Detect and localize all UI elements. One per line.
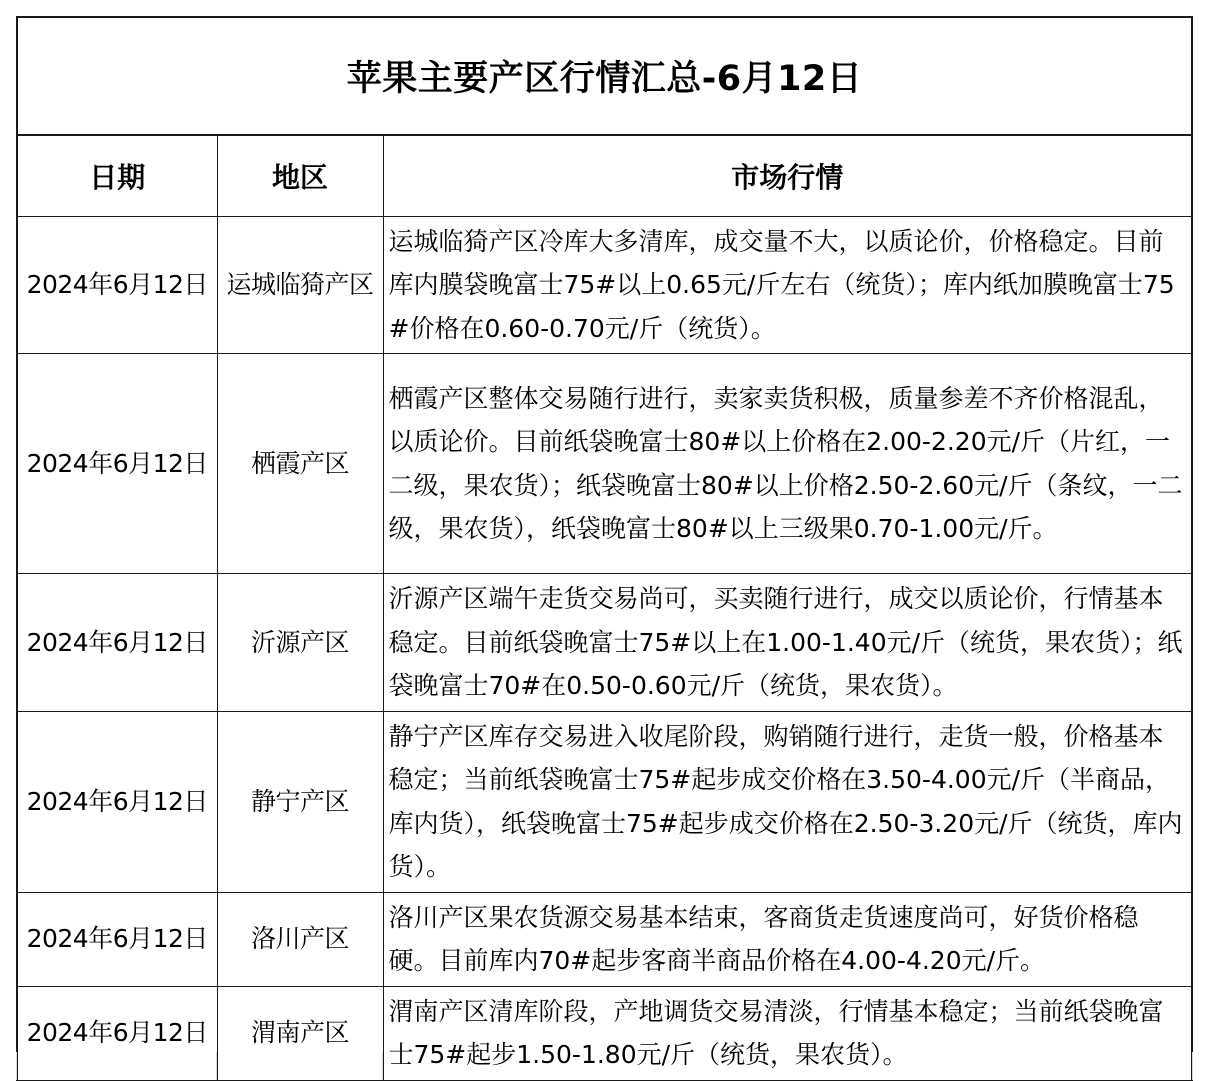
date-cell[interactable]: 2024年6月12日	[18, 354, 217, 574]
header-region[interactable]: 地区	[217, 136, 383, 216]
market-table	[18, 136, 1191, 1081]
table-row	[18, 216, 1191, 354]
date-cell[interactable]: 2024年6月12日	[18, 711, 217, 892]
market-cell[interactable]: 栖霞产区整体交易随行进行，卖家卖货积极，质量参差不齐价格混乱，以质论价。目前纸袋晚富士80#以上价格在2.00-2.20元/斤（片红，一二级，果农货）；纸袋晚富士80#以上价格2.50-2.60元/斤（条纹，一二级，果农货），纸袋晚富士80#以上三级果0.70-1.00元/斤。	[383, 354, 1191, 574]
market-cell[interactable]: 静宁产区库存交易进入收尾阶段，购销随行进行，走货一般，价格基本稳定；当前纸袋晚富士75#起步成交价格在3.50-4.00元/斤（半商品，库内货），纸袋晚富士75#起步成交价格在2.50-3.20元/斤（统货，库内货）。	[383, 711, 1191, 892]
region-cell[interactable]: 洛川产区	[217, 892, 383, 986]
date-cell[interactable]: 2024年6月12日	[18, 892, 217, 986]
market-cell[interactable]: 洛川产区果农货源交易基本结束，客商货走货速度尚可，好货价格稳硬。目前库内70#起步客商半商品价格在4.00-4.20元/斤。	[383, 892, 1191, 986]
title-cell[interactable]	[18, 18, 1191, 136]
date-cell[interactable]: 2024年6月12日	[18, 986, 217, 1080]
table-row	[18, 711, 1191, 892]
table-row	[18, 892, 1191, 986]
region-cell[interactable]: 运城临猗产区	[217, 216, 383, 354]
gridline	[382, 1052, 383, 1080]
market-cell[interactable]: 渭南产区清库阶段，产地调货交易清淡，行情基本稳定；当前纸袋晚富士75#起步1.50-1.80元/斤（统货，果农货）。	[383, 986, 1191, 1080]
empty-grid-area	[16, 1052, 1193, 1080]
price-summary-sheet	[16, 16, 1193, 1081]
header-market[interactable]: 市场行情	[383, 136, 1191, 216]
region-cell[interactable]: 栖霞产区	[217, 354, 383, 574]
sheet-title: 苹果主要产区行情汇总-6月12日	[346, 59, 863, 99]
date-cell[interactable]: 2024年6月12日	[18, 216, 217, 354]
header-row	[18, 136, 1191, 216]
region-cell[interactable]: 沂源产区	[217, 574, 383, 712]
region-cell[interactable]: 渭南产区	[217, 986, 383, 1080]
market-cell[interactable]: 沂源产区端午走货交易尚可，买卖随行进行，成交以质论价，行情基本稳定。目前纸袋晚富士75#以上在1.00-1.40元/斤（统货，果农货）；纸袋晚富士70#在0.50-0.60元/斤（统货，果农货）。	[383, 574, 1191, 712]
date-cell[interactable]: 2024年6月12日	[18, 574, 217, 712]
region-cell[interactable]: 静宁产区	[217, 711, 383, 892]
header-date[interactable]: 日期	[18, 136, 217, 216]
market-cell[interactable]: 运城临猗产区冷库大多清库，成交量不大，以质论价，价格稳定。目前库内膜袋晚富士75#以上0.65元/斤左右（统货）；库内纸加膜晚富士75#价格在0.60-0.70元/斤（统货）。	[383, 216, 1191, 354]
gridline	[1192, 1052, 1193, 1080]
table-row	[18, 574, 1191, 712]
table-row	[18, 354, 1191, 574]
gridline	[216, 1052, 217, 1080]
gridline	[16, 1052, 17, 1080]
